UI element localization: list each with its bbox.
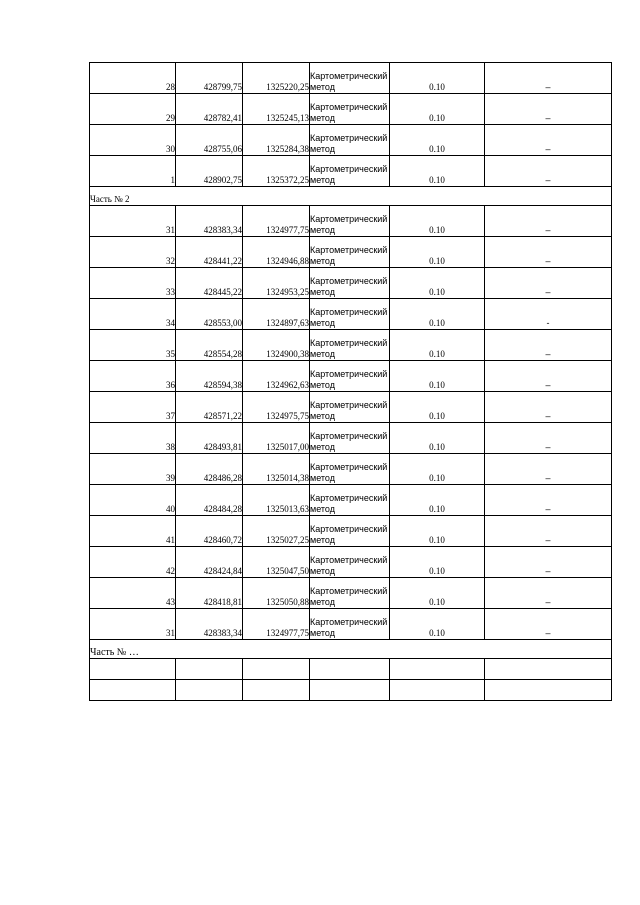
- point-number: 28: [90, 63, 176, 94]
- coordinate-y: 1325014,38: [243, 454, 310, 485]
- point-number: 32: [90, 237, 176, 268]
- empty-cell: [390, 659, 485, 680]
- determination-method: Картометрический метод: [310, 63, 390, 94]
- empty-cell: [485, 680, 612, 701]
- point-number: 31: [90, 206, 176, 237]
- accuracy-value: 0.10: [390, 330, 485, 361]
- empty-row: [90, 659, 612, 680]
- coordinate-y: 1324953,25: [243, 268, 310, 299]
- point-number: 41: [90, 516, 176, 547]
- point-description: -: [485, 299, 612, 330]
- point-description: –: [485, 156, 612, 187]
- table-row: [90, 423, 612, 454]
- point-number: 42: [90, 547, 176, 578]
- accuracy-value: 0.10: [390, 609, 485, 640]
- accuracy-value: 0.10: [390, 299, 485, 330]
- point-description: –: [485, 454, 612, 485]
- coordinate-y: 1324962,63: [243, 361, 310, 392]
- empty-cell: [176, 659, 243, 680]
- determination-method: Картометрический метод: [310, 454, 390, 485]
- coordinate-x: 428799,75: [176, 63, 243, 94]
- table-row: [90, 547, 612, 578]
- determination-method: Картометрический метод: [310, 423, 390, 454]
- determination-method: Картометрический метод: [310, 94, 390, 125]
- point-description: –: [485, 392, 612, 423]
- coordinate-x: 428484,28: [176, 485, 243, 516]
- accuracy-value: 0.10: [390, 125, 485, 156]
- section-heading: Часть № …: [90, 640, 612, 659]
- determination-method: Картометрический метод: [310, 125, 390, 156]
- table-row: [90, 516, 612, 547]
- determination-method: Картометрический метод: [310, 547, 390, 578]
- coordinate-y: 1325220,25: [243, 63, 310, 94]
- point-number: 30: [90, 125, 176, 156]
- empty-cell: [243, 680, 310, 701]
- determination-method: Картометрический метод: [310, 392, 390, 423]
- point-number: 35: [90, 330, 176, 361]
- determination-method: Картометрический метод: [310, 299, 390, 330]
- point-number: 36: [90, 361, 176, 392]
- point-description: –: [485, 94, 612, 125]
- accuracy-value: 0.10: [390, 361, 485, 392]
- accuracy-value: 0.10: [390, 423, 485, 454]
- coordinate-x: 428418,81: [176, 578, 243, 609]
- table-row: [90, 609, 612, 640]
- coordinate-y: 1324946,88: [243, 237, 310, 268]
- accuracy-value: 0.10: [390, 392, 485, 423]
- coordinate-y: 1325017,00: [243, 423, 310, 454]
- coordinate-y: 1325050,88: [243, 578, 310, 609]
- point-description: –: [485, 516, 612, 547]
- coordinates-table: [89, 62, 612, 701]
- table-row: [90, 94, 612, 125]
- table-row: [90, 454, 612, 485]
- empty-cell: [90, 680, 176, 701]
- accuracy-value: 0.10: [390, 516, 485, 547]
- coordinate-x: 428486,28: [176, 454, 243, 485]
- table-row: [90, 361, 612, 392]
- determination-method: Картометрический метод: [310, 330, 390, 361]
- table-row: [90, 156, 612, 187]
- accuracy-value: 0.10: [390, 237, 485, 268]
- point-description: –: [485, 330, 612, 361]
- coordinate-x: 428383,34: [176, 609, 243, 640]
- coordinate-x: 428445,22: [176, 268, 243, 299]
- table-row: [90, 578, 612, 609]
- point-number: 29: [90, 94, 176, 125]
- coordinate-y: 1324977,75: [243, 609, 310, 640]
- empty-cell: [243, 659, 310, 680]
- point-number: 37: [90, 392, 176, 423]
- coordinate-y: 1324900,38: [243, 330, 310, 361]
- table-row: [90, 485, 612, 516]
- table-row: [90, 330, 612, 361]
- coordinate-y: 1325027,25: [243, 516, 310, 547]
- coordinate-x: 428441,22: [176, 237, 243, 268]
- table-row: [90, 63, 612, 94]
- determination-method: Картометрический метод: [310, 268, 390, 299]
- coordinate-y: 1325284,38: [243, 125, 310, 156]
- table-row: [90, 268, 612, 299]
- point-number: 40: [90, 485, 176, 516]
- accuracy-value: 0.10: [390, 485, 485, 516]
- table-row: [90, 299, 612, 330]
- coordinate-y: 1324977,75: [243, 206, 310, 237]
- point-description: –: [485, 609, 612, 640]
- point-description: –: [485, 125, 612, 156]
- point-number: 33: [90, 268, 176, 299]
- coordinate-x: 428424,84: [176, 547, 243, 578]
- table-row: [90, 206, 612, 237]
- point-number: 31: [90, 609, 176, 640]
- empty-cell: [310, 659, 390, 680]
- section-heading-row: [90, 187, 612, 206]
- table-row: [90, 125, 612, 156]
- point-description: –: [485, 237, 612, 268]
- coordinate-y: 1325245,13: [243, 94, 310, 125]
- coordinate-x: 428460,72: [176, 516, 243, 547]
- point-description: –: [485, 547, 612, 578]
- empty-cell: [485, 659, 612, 680]
- accuracy-value: 0.10: [390, 454, 485, 485]
- accuracy-value: 0.10: [390, 63, 485, 94]
- empty-row: [90, 680, 612, 701]
- accuracy-value: 0.10: [390, 206, 485, 237]
- empty-cell: [310, 680, 390, 701]
- determination-method: Картометрический метод: [310, 156, 390, 187]
- point-description: –: [485, 268, 612, 299]
- coordinate-x: 428553,00: [176, 299, 243, 330]
- coordinate-x: 428755,06: [176, 125, 243, 156]
- determination-method: Картометрический метод: [310, 578, 390, 609]
- determination-method: Картометрический метод: [310, 206, 390, 237]
- point-number: 1: [90, 156, 176, 187]
- coordinate-x: 428554,28: [176, 330, 243, 361]
- table-row: [90, 237, 612, 268]
- point-number: 38: [90, 423, 176, 454]
- point-description: –: [485, 485, 612, 516]
- accuracy-value: 0.10: [390, 578, 485, 609]
- coordinate-y: 1325013,63: [243, 485, 310, 516]
- determination-method: Картометрический метод: [310, 361, 390, 392]
- determination-method: Картометрический метод: [310, 516, 390, 547]
- table-row: [90, 392, 612, 423]
- point-description: –: [485, 423, 612, 454]
- accuracy-value: 0.10: [390, 156, 485, 187]
- coordinate-y: 1325372,25: [243, 156, 310, 187]
- section-heading-row: [90, 640, 612, 659]
- determination-method: Картометрический метод: [310, 609, 390, 640]
- coordinates-table-body: [90, 63, 612, 701]
- point-number: 34: [90, 299, 176, 330]
- point-description: –: [485, 206, 612, 237]
- empty-cell: [90, 659, 176, 680]
- coordinate-x: 428493,81: [176, 423, 243, 454]
- accuracy-value: 0.10: [390, 268, 485, 299]
- coordinate-x: 428594,38: [176, 361, 243, 392]
- empty-cell: [390, 680, 485, 701]
- accuracy-value: 0.10: [390, 547, 485, 578]
- point-description: –: [485, 361, 612, 392]
- section-heading: Часть № 2: [90, 187, 612, 206]
- empty-cell: [176, 680, 243, 701]
- coordinate-x: 428383,34: [176, 206, 243, 237]
- point-number: 39: [90, 454, 176, 485]
- point-description: –: [485, 63, 612, 94]
- coordinate-x: 428571,22: [176, 392, 243, 423]
- determination-method: Картометрический метод: [310, 485, 390, 516]
- coordinate-y: 1324897,63: [243, 299, 310, 330]
- coordinate-y: 1325047,50: [243, 547, 310, 578]
- coordinate-x: 428782,41: [176, 94, 243, 125]
- coordinate-x: 428902,75: [176, 156, 243, 187]
- point-number: 43: [90, 578, 176, 609]
- coordinate-y: 1324975,75: [243, 392, 310, 423]
- determination-method: Картометрический метод: [310, 237, 390, 268]
- point-description: –: [485, 578, 612, 609]
- accuracy-value: 0.10: [390, 94, 485, 125]
